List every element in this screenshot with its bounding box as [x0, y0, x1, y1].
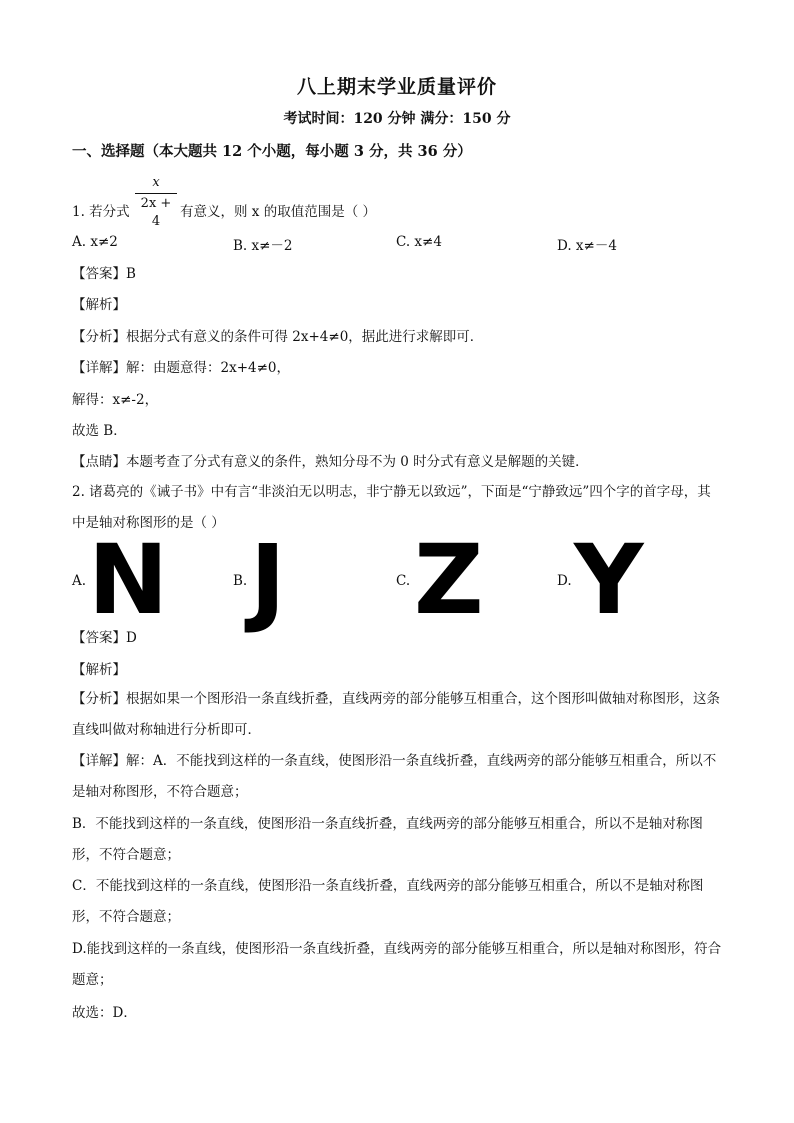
- q2-explain-b: B．不能找到这样的一条直线，使图形沿一条直线折叠，直线两旁的部分能够互相重合，所以不是轴对称图形，不符合题意；: [72, 816, 703, 863]
- fraction-bar: [135, 193, 177, 194]
- q2-answer: 【答案】D: [72, 630, 137, 646]
- exam-info: 考试时间：120 分钟 满分：150 分: [283, 111, 511, 127]
- q1-xiangjie: 【详解】解：由题意得：2x+4≠0，: [72, 360, 291, 376]
- q2-option-c-label: C.: [396, 573, 411, 589]
- q2-explain-d: D.能找到这样的一条直线，使图形沿一条直线折叠，直线两旁的部分能够互相重合，所以是轴对称图形，符合题意；: [72, 941, 722, 988]
- q1-stem-end: 有意义，则 x 的取值范围是（ ）: [180, 204, 376, 220]
- q2-xiangjie-a: 【详解】解：A．不能找到这样的一条直线，使图形沿一条直线折叠，直线两旁的部分能够互相重合，所以不是轴对称图形，不符合题意；: [72, 753, 717, 800]
- section-heading: 一、选择题（本大题共 12 个小题，每小题 3 分，共 36 分）: [72, 143, 472, 160]
- q1-fraction: [135, 174, 177, 229]
- q2-choice: 故选：D．: [72, 1005, 137, 1021]
- q1-answer: 【答案】B: [72, 266, 136, 282]
- q2-letter-j: J: [250, 524, 286, 636]
- fraction-numerator: x: [152, 175, 160, 190]
- q1-choice: 故选 B．: [72, 423, 127, 439]
- q2-fenxi: 【分析】根据如果一个图形沿一条直线折叠，直线两旁的部分能够互相重合，这个图形叫做轴对称图形，这条直线叫做对称轴进行分析即可．: [72, 691, 720, 738]
- q1-stem-start: 1. 若分式: [72, 204, 130, 220]
- q1-option-d: D. x≠－4: [557, 238, 617, 254]
- q1-analysis-heading: 【解析】: [72, 297, 126, 313]
- q2-analysis-heading: 【解析】: [72, 662, 126, 678]
- q2-explain-c: C．不能找到这样的一条直线，使图形沿一条直线折叠，直线两旁的部分能够互相重合，所以不是轴对称图形，不符合题意；: [72, 878, 704, 925]
- q2-letter-n: N: [88, 524, 169, 636]
- q1-fenxi: 【分析】根据分式有意义的条件可得 2x+4≠0，据此进行求解即可．: [72, 329, 484, 345]
- q2-option-d-label: D.: [557, 573, 572, 589]
- q1-option-b: B. x≠－2: [233, 238, 293, 254]
- q1-dianjing: 【点睛】本题考查了分式有意义的条件，熟知分母不为 0 时分式有意义是解题的关键．: [72, 454, 589, 470]
- q2-letter-y: Y: [574, 524, 644, 636]
- q2-stem: 2. 诸葛亮的《诫子书》中有言“非淡泊无以明志，非宁静无以致远”，下面是“宁静致远”四个字的首字母，其中是轴对称图形的是（ ）: [72, 484, 711, 531]
- q1-option-c: C. x≠4: [396, 234, 442, 250]
- q2-letter-z: Z: [414, 524, 484, 636]
- q1-option-a: A. x≠2: [72, 234, 118, 250]
- page-title: 八上期末学业质量评价: [296, 76, 497, 98]
- q2-option-a-label: A.: [72, 573, 87, 589]
- fraction-denominator: 2x + 4: [140, 196, 172, 229]
- q2-option-b-label: B.: [233, 573, 248, 589]
- q1-solve: 解得：x≠-2，: [72, 392, 159, 408]
